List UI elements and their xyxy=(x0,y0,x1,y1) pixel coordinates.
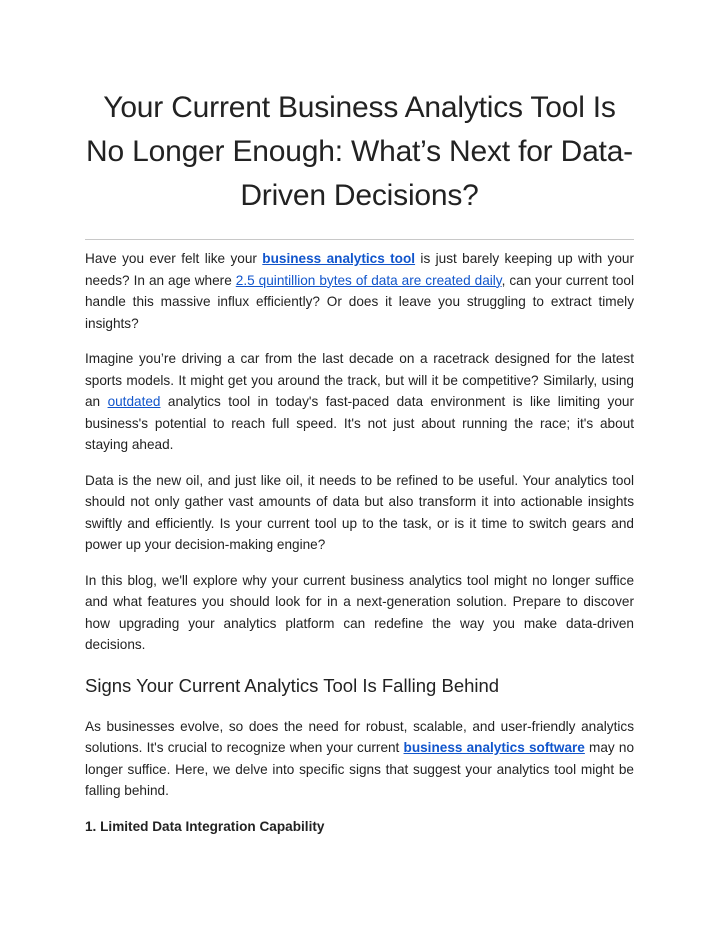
section-heading: Signs Your Current Analytics Tool Is Falling Behind xyxy=(85,674,500,696)
page-title: Your Current Business Analytics Tool Is No Longer Enough: What’s Next for Data-Driven Decisions? xyxy=(86,91,633,212)
outdated-link[interactable]: outdated xyxy=(107,394,161,409)
title-divider xyxy=(85,239,634,240)
data-oil-paragraph: Data is the new oil, and just like oil, it needs to be refined to be useful. Your analytics tool should not only gather vast amounts of data but also transform it into actionable insights swiftly and efficiently. Is your current tool up to the task, or is it time to switch gears and power up your decision-making engine? xyxy=(85,472,634,552)
intro-paragraph xyxy=(85,248,634,334)
paragraph-text: may no longer suffice. Here, we delve into specific signs that suggest your analytics tool might be falling behind. xyxy=(85,740,635,798)
paragraph-text: Imagine you’re driving a car from the last decade on a racetrack designed for the latest sports models. It might get you around the track, but will it be competitive? Similarly, using an xyxy=(85,351,634,409)
signs-paragraph xyxy=(85,716,634,802)
blog-overview-paragraph: In this blog, we'll explore why your current business analytics tool might no longer suffice and what features you should look for in a next-generation solution. Prepare to discover how upgrading your analytics platform can redefine the way you make data-driven decisions. xyxy=(85,572,634,652)
paragraph-text: Have you ever felt like your xyxy=(85,251,263,266)
article xyxy=(85,86,634,837)
paragraph-text: , can your current tool handle this massive influx efficiently? Or does it leave you struggling to extract timely insights? xyxy=(85,272,634,331)
paragraph-text: is just barely keeping up with your needs? In an age where xyxy=(85,251,635,288)
business-analytics-software-link[interactable]: business analytics software xyxy=(403,740,585,755)
business-analytics-tool-link[interactable]: business analytics tool xyxy=(262,251,416,266)
subsection-heading: 1. Limited Data Integration Capability xyxy=(85,818,325,834)
racetrack-paragraph xyxy=(85,348,634,456)
paragraph-text: As businesses evolve, so does the need for robust, scalable, and user-friendly analytics solutions. It's crucial to recognize when your current xyxy=(85,718,634,755)
data-statistic-link[interactable]: 2.5 quintillion bytes of data are created daily xyxy=(235,272,502,288)
paragraph-text: analytics tool in today's fast-paced data environment is like limiting your business's potential to reach full speed. It's not just about running the race; it's about staying ahead. xyxy=(85,394,634,452)
